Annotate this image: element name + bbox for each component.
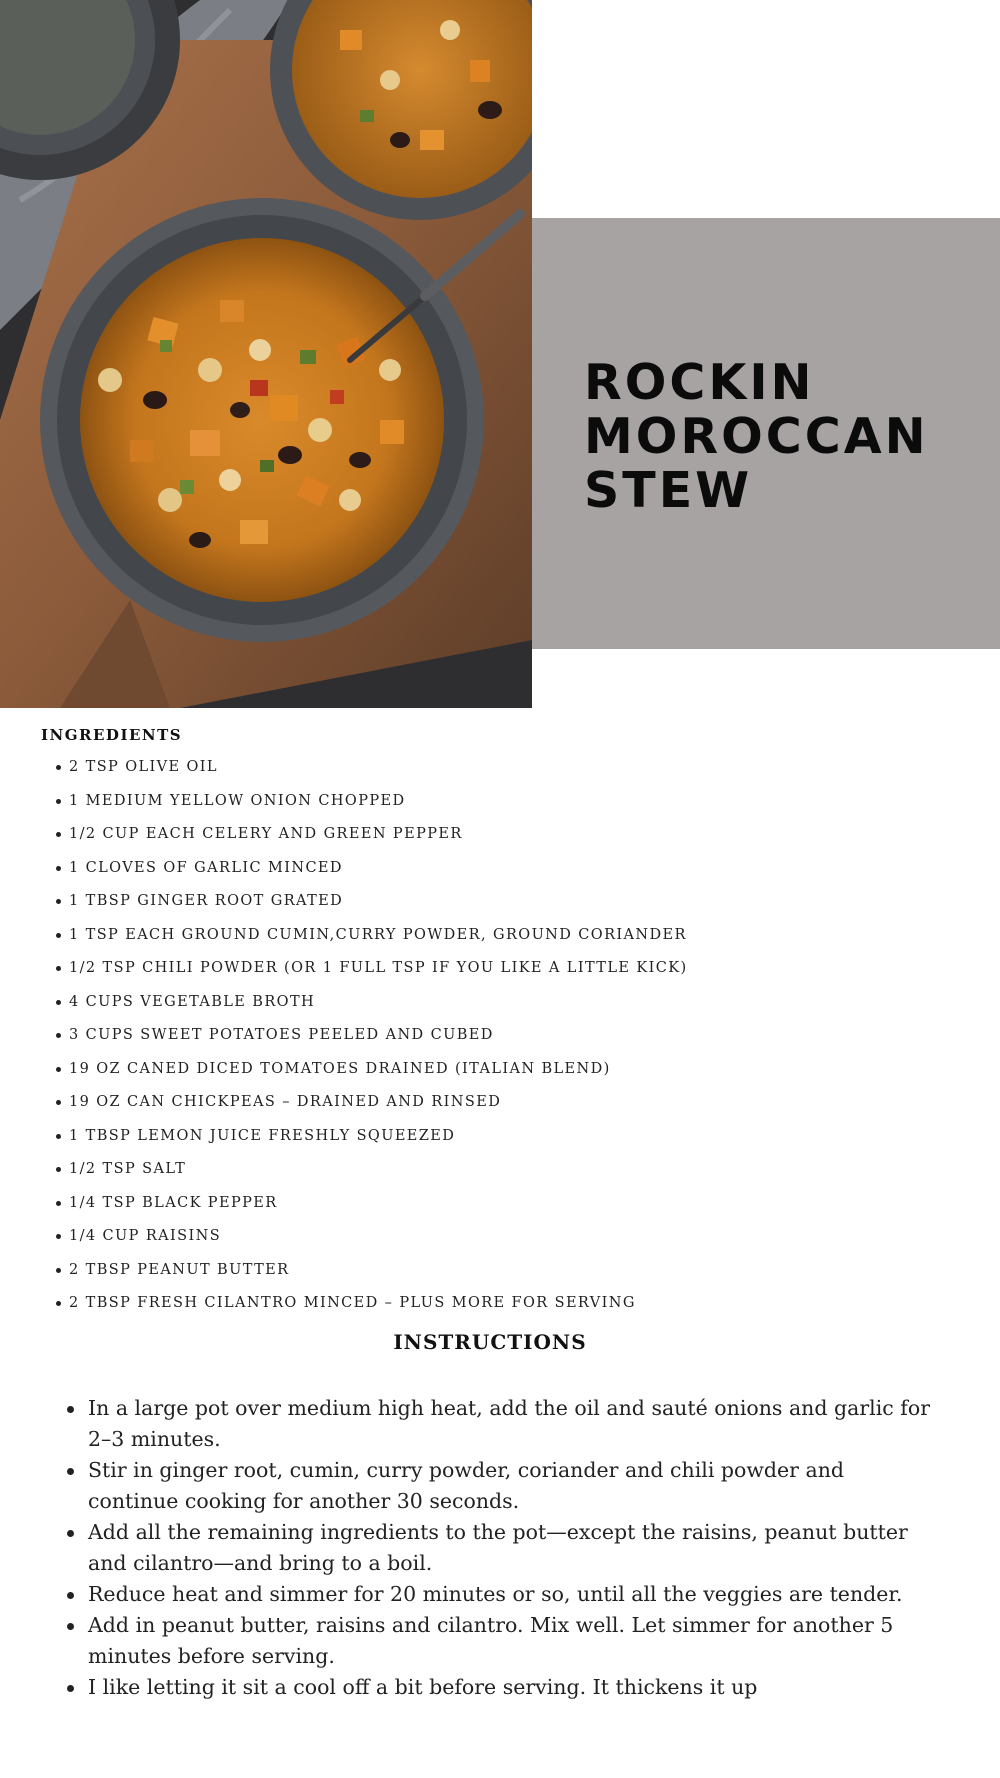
recipe-title: ROCKIN MOROCCAN STEW bbox=[584, 354, 929, 519]
instruction-step: Add in peanut butter, raisins and cilantro. Mix well. Let simmer for another 5 minutes before serving. bbox=[64, 1610, 934, 1672]
ingredient-item: 1/4 TSP BLACK PEPPER bbox=[41, 1192, 941, 1226]
title-block bbox=[532, 218, 1000, 649]
instruction-step: Add all the remaining ingredients to the pot—except the raisins, peanut butter and cilantro—and bring to a boil. bbox=[64, 1517, 934, 1579]
ingredient-item: 2 TBSP PEANUT BUTTER bbox=[41, 1259, 941, 1293]
ingredient-item: 3 CUPS SWEET POTATOES PEELED AND CUBED bbox=[41, 1024, 941, 1058]
instruction-step: Stir in ginger root, cumin, curry powder, coriander and chili powder and continue cooking for another 30 seconds. bbox=[64, 1455, 934, 1517]
instructions-section bbox=[64, 1393, 934, 1703]
ingredient-item: 1/4 CUP RAISINS bbox=[41, 1225, 941, 1259]
ingredient-item: 1 CLOVES OF GARLIC MINCED bbox=[41, 857, 941, 891]
ingredient-item: 1 TBSP GINGER ROOT GRATED bbox=[41, 890, 941, 924]
ingredient-item: 19 OZ CAN CHICKPEAS – DRAINED AND RINSED bbox=[41, 1091, 941, 1125]
ingredient-item: 4 CUPS VEGETABLE BROTH bbox=[41, 991, 941, 1025]
instructions-heading: INSTRUCTIONS bbox=[393, 1330, 587, 1354]
hero-photo bbox=[0, 0, 532, 708]
instruction-step: Reduce heat and simmer for 20 minutes or so, until all the veggies are tender. bbox=[64, 1579, 934, 1610]
instruction-step: I like letting it sit a cool off a bit before serving. It thickens it up bbox=[64, 1672, 934, 1703]
ingredient-item: 1/2 TSP CHILI POWDER (OR 1 FULL TSP IF YOU LIKE A LITTLE KICK) bbox=[41, 957, 941, 991]
ingredient-item: 1/2 TSP SALT bbox=[41, 1158, 941, 1192]
ingredient-list bbox=[41, 756, 941, 1326]
ingredient-item: 1/2 CUP EACH CELERY AND GREEN PEPPER bbox=[41, 823, 941, 857]
ingredient-item: 1 TSP EACH GROUND CUMIN,CURRY POWDER, GROUND CORIANDER bbox=[41, 924, 941, 958]
ingredient-item: 19 OZ CANED DICED TOMATOES DRAINED (ITALIAN BLEND) bbox=[41, 1058, 941, 1092]
ingredients-heading: INGREDIENTS bbox=[41, 726, 183, 744]
instruction-step: In a large pot over medium high heat, add the oil and sauté onions and garlic for 2–3 minutes. bbox=[64, 1393, 934, 1455]
ingredient-item: 1 MEDIUM YELLOW ONION CHOPPED bbox=[41, 790, 941, 824]
ingredient-item: 2 TBSP FRESH CILANTRO MINCED – PLUS MORE FOR SERVING bbox=[41, 1292, 941, 1326]
ingredient-item: 2 TSP OLIVE OIL bbox=[41, 756, 941, 790]
stew-photo-illustration bbox=[0, 0, 532, 708]
ingredient-item: 1 TBSP LEMON JUICE FRESHLY SQUEEZED bbox=[41, 1125, 941, 1159]
ingredients-section bbox=[41, 724, 941, 1326]
instruction-list bbox=[64, 1393, 934, 1703]
